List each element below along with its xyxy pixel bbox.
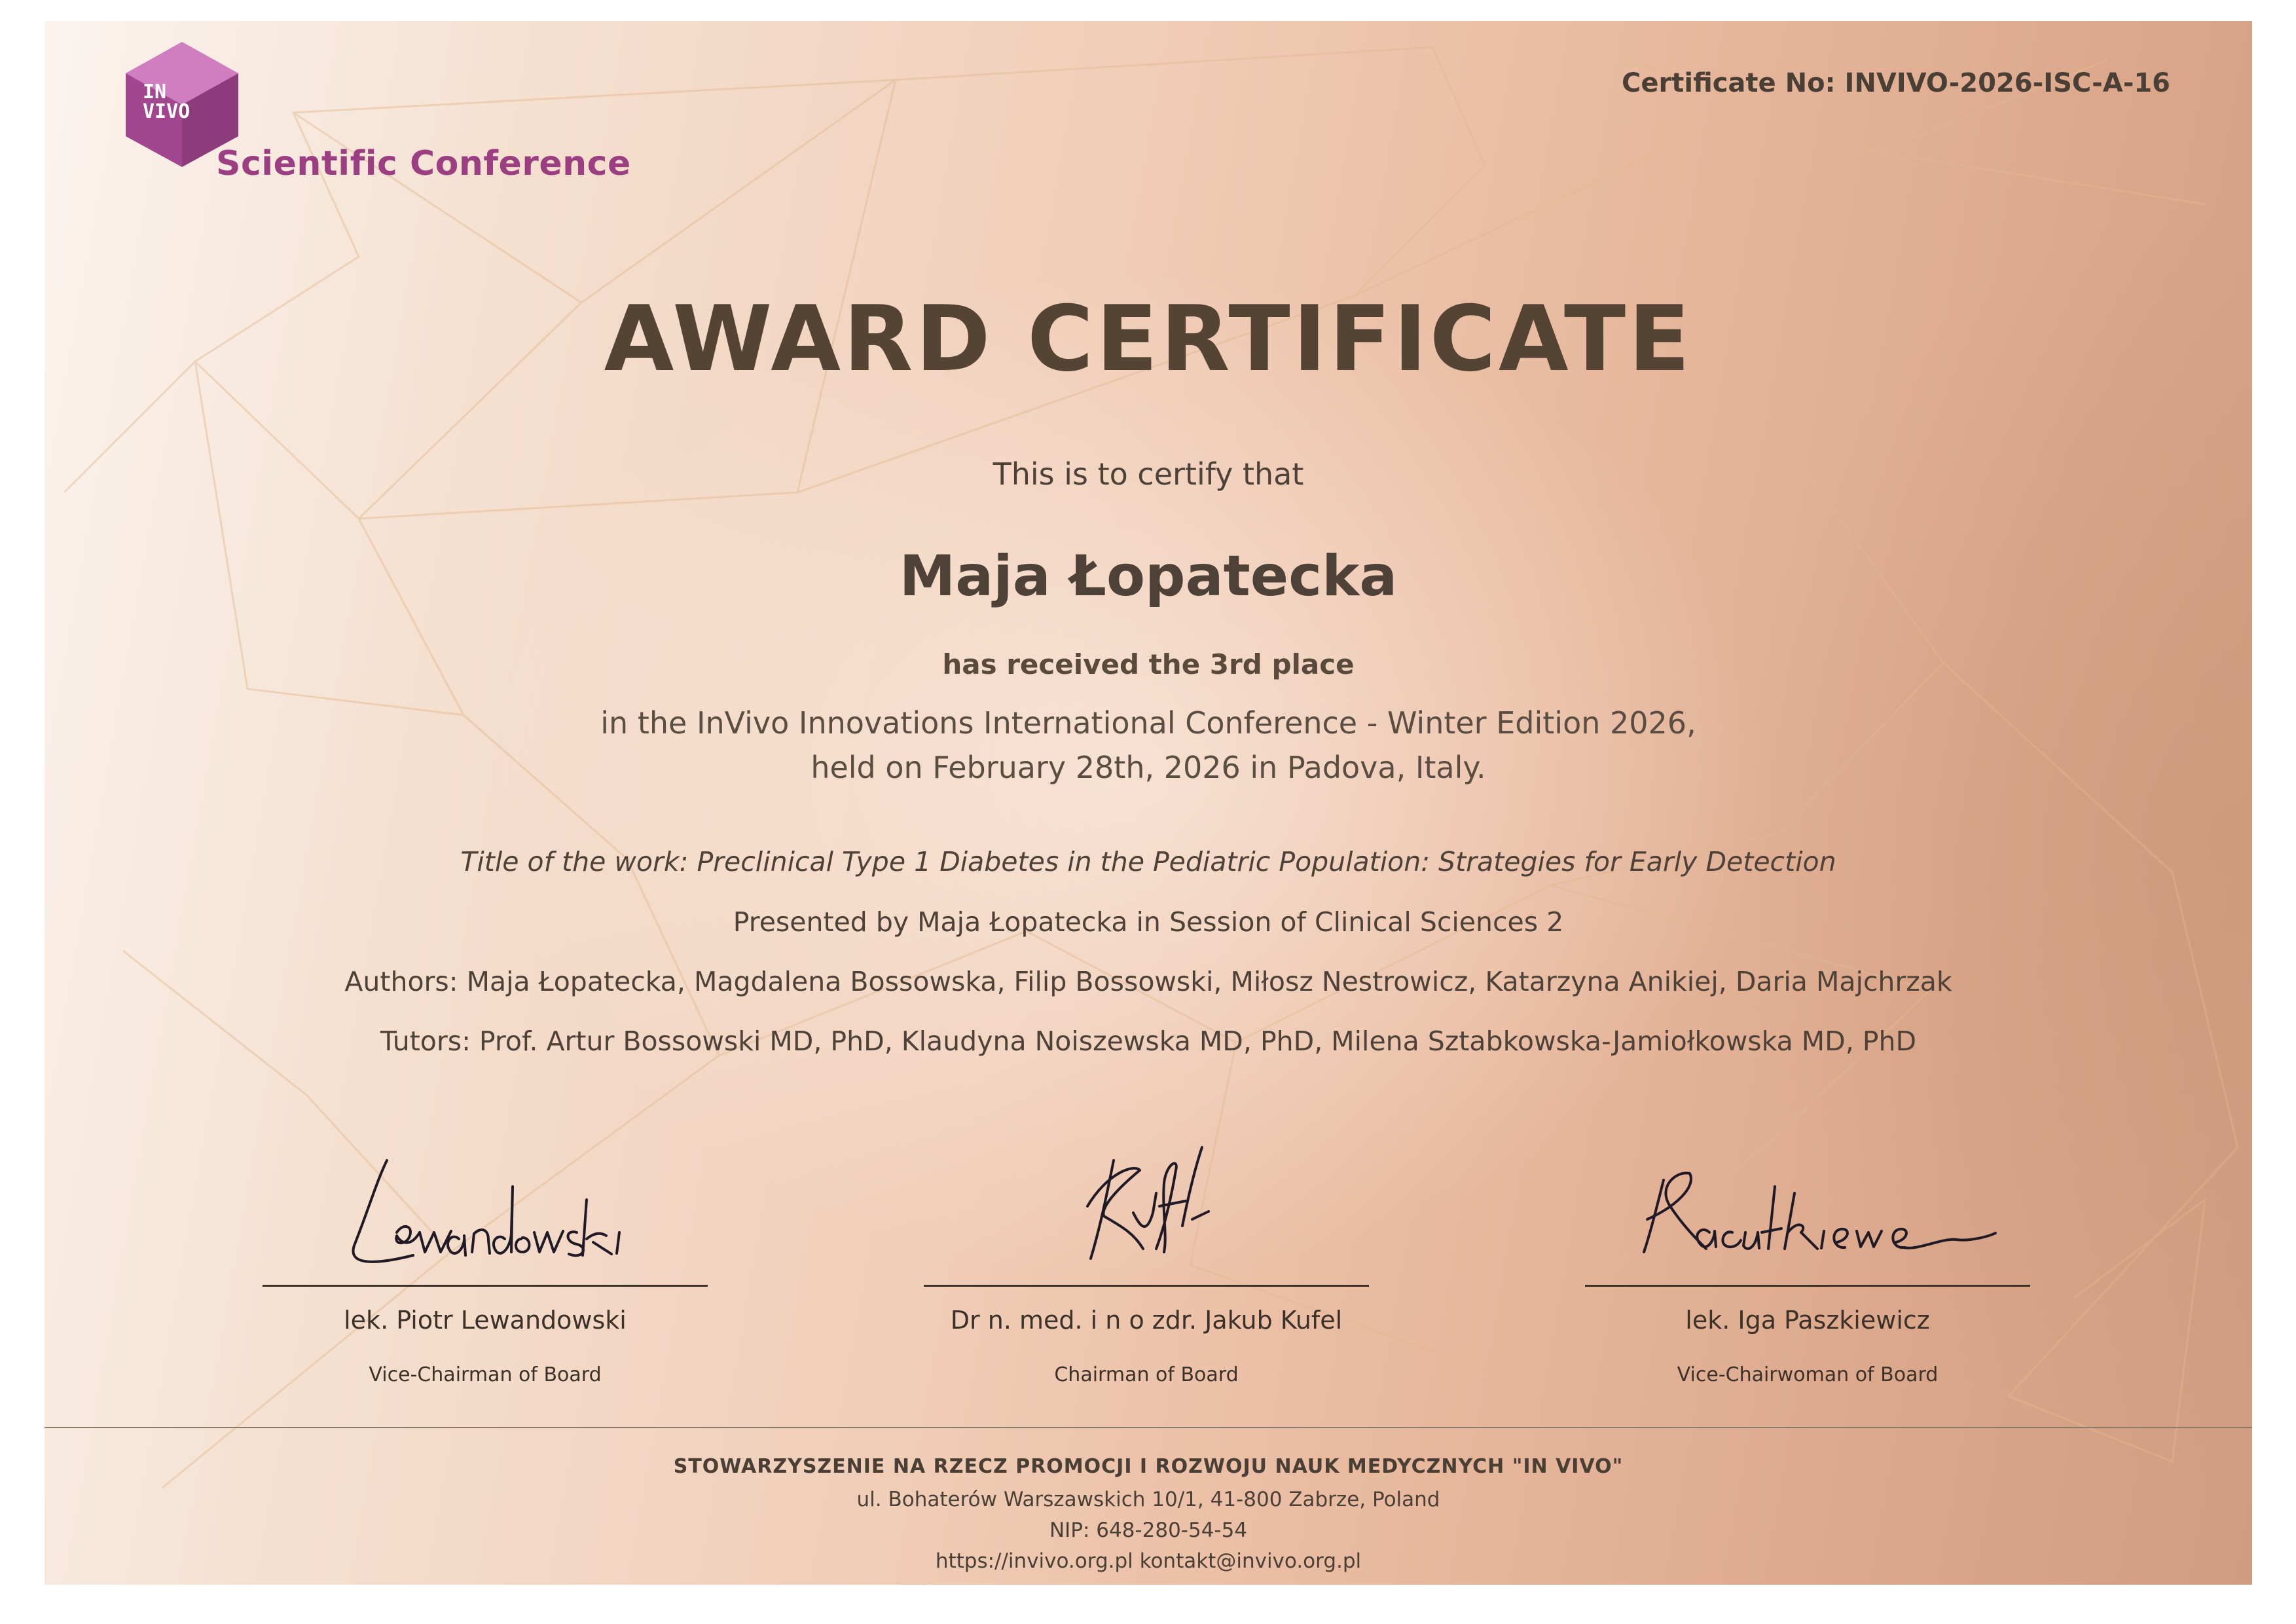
decorative-network-lines [45, 21, 2252, 1585]
signature-lewandowski [263, 1134, 708, 1285]
award-place: has received the 3rd place [942, 648, 1355, 680]
signatory-role: Chairman of Board [1054, 1363, 1239, 1386]
logo-subtitle: Scientific Conference [216, 144, 631, 183]
intro-text: This is to certify that [993, 456, 1304, 492]
certificate-page [45, 21, 2252, 1585]
logo-mark-line2: VIVO [143, 100, 191, 123]
organization-name: STOWARZYSZENIE NA RZECZ PROMOCJI I ROZWOJU NAUK MEDYCZNYCH "IN VIVO" [673, 1455, 1624, 1478]
event-line-2: held on February 28th, 2026 in Padova, Italy. [811, 750, 1486, 785]
signatory-name: lek. Piotr Lewandowski [344, 1306, 627, 1335]
logo-mark-line1: IN [143, 81, 167, 103]
work-title: Title of the work: Preclinical Type 1 Diabetes in the Pediatric Population: Strategies for Early Detection [460, 846, 1836, 877]
organization-nip: NIP: 648-280-54-54 [1049, 1519, 1248, 1542]
event-line-1: in the InVivo Innovations International Conference - Winter Edition 2026, [600, 705, 1696, 741]
authors-list: Authors: Maja Łopatecka, Magdalena Bossowska, Filip Bossowski, Miłosz Nestrowicz, Katarzyna Anikiej, Daria Majchrzak [344, 966, 1952, 997]
footer-divider [45, 1427, 2252, 1428]
organization-links: https://invivo.org.pl kontakt@invivo.org.pl [935, 1549, 1362, 1573]
signature-line [924, 1285, 1369, 1287]
signatory-name: lek. Iga Paszkiewicz [1685, 1306, 1930, 1335]
certificate-title: AWARD CERTIFICATE [604, 286, 1693, 392]
signatory-name: Dr n. med. i n o zdr. Jakub Kufel [950, 1306, 1343, 1335]
certificate-number: Certificate No: INVIVO-2026-ISC-A-16 [1622, 68, 2170, 98]
signature-kufel [924, 1134, 1369, 1285]
organization-address: ul. Bohaterów Warszawskich 10/1, 41-800 Zabrze, Poland [856, 1488, 1440, 1511]
signature-line [1585, 1285, 2030, 1287]
presented-by: Presented by Maja Łopatecka in Session of Clinical Sciences 2 [733, 906, 1564, 938]
tutors-list: Tutors: Prof. Artur Bossowski MD, PhD, Klaudyna Noiszewska MD, PhD, Milena Sztabkowska-Jamiołkowska MD, PhD [380, 1025, 1917, 1057]
signature-paszkiewicz [1585, 1134, 2030, 1285]
signatory-role: Vice-Chairwoman of Board [1677, 1363, 1939, 1386]
signature-line [263, 1285, 708, 1287]
recipient-name: Maja Łopatecka [899, 544, 1398, 609]
signatory-role: Vice-Chairman of Board [369, 1363, 602, 1386]
